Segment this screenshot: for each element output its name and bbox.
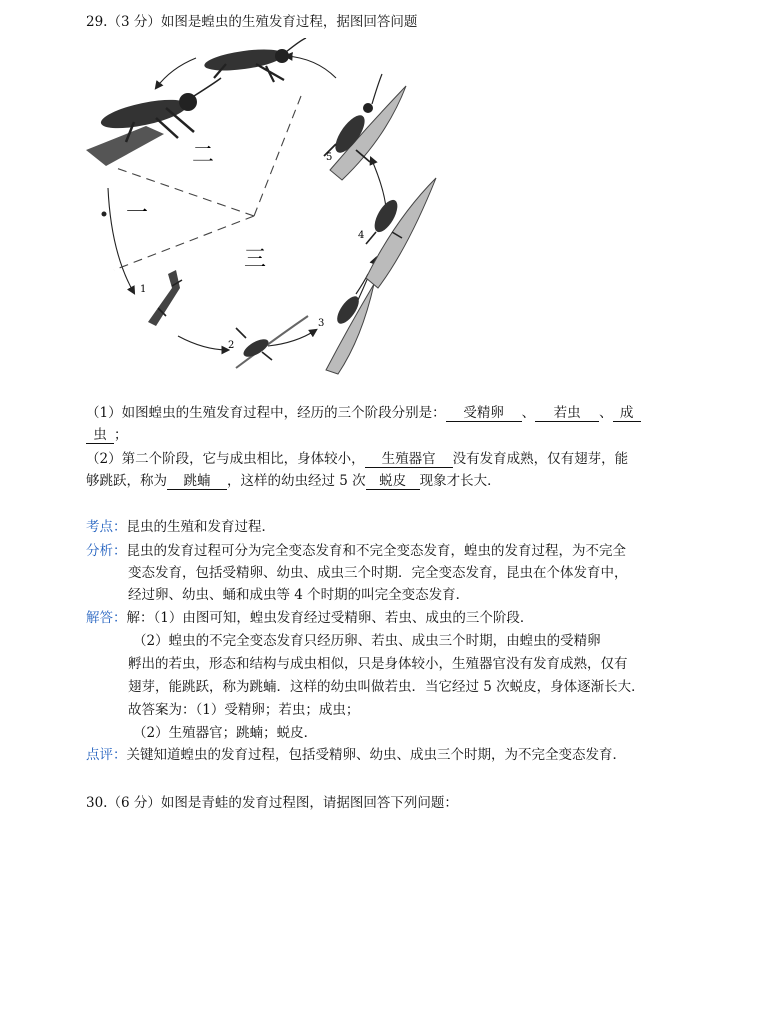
fenxi-text-1: 昆虫的发育过程可分为完全变态发育和不完全变态发育，蝗虫的发育过程，为不完全 xyxy=(126,543,626,559)
grasshopper-lifecycle-figure xyxy=(86,38,446,380)
q29-part1-line2 xyxy=(86,425,128,445)
nymph-number-2: 2 xyxy=(228,340,235,351)
jieda-text-5: 故答案为：（1）受精卵；若虫；成虫； xyxy=(128,702,360,718)
dianping-line xyxy=(86,745,626,765)
q29-part2-line2 xyxy=(86,471,501,491)
nymph-4-on-leaf xyxy=(366,178,436,288)
separator: 、 xyxy=(521,405,536,421)
nymph-number-4: 4 xyxy=(358,230,365,241)
egg-drawing xyxy=(102,212,107,217)
q29-part1-text: （1）如图蝗虫的生殖发育过程中，经历的三个阶段分别是： xyxy=(86,405,446,421)
nymph-1-drawing xyxy=(148,270,182,326)
punctuation: ； xyxy=(114,427,128,443)
jieda-line1 xyxy=(86,608,533,628)
answer-blank-6: 蜕皮 xyxy=(366,473,420,490)
fenxi-line1 xyxy=(86,541,626,561)
kaodian-label: 考点： xyxy=(86,519,127,535)
kaodian-line xyxy=(86,517,275,537)
stage-label-three: 二 xyxy=(192,143,215,168)
adult-grasshopper-top xyxy=(203,38,306,82)
answer-blank-1: 受精卵 xyxy=(446,405,522,422)
q29-part2-line1 xyxy=(86,449,628,469)
dianping-text: 关键知道蝗虫的发育过程，包括受精卵、幼虫、成虫三个时期，为不完全变态发育． xyxy=(126,747,626,763)
jieda-text-2: （2）蝗虫的不完全变态发育只经历卵、若虫、成虫三个时期，由蝗虫的受精卵 xyxy=(133,633,601,649)
fenxi-text-3: 经过卵、幼虫、蛹和成虫等 4 个时期的叫完全变态发育． xyxy=(128,587,470,603)
q30-title: 30.（6 分）如图是青蛙的发育过程图，请据图回答下列问题： xyxy=(86,795,458,811)
stage-label-two: 三 xyxy=(244,247,267,272)
q29-part2-text-c: 够跳跃，称为 xyxy=(86,473,167,489)
answer-blank-3b: 虫 xyxy=(86,427,114,444)
nymph-5-on-leaf xyxy=(324,74,406,180)
separator: 、 xyxy=(599,405,613,421)
q29-part2-text-b: 没有发育成熟，仅有翅芽，能 xyxy=(452,451,629,467)
jieda-text-3: 孵出的若虫，形态和结构与成虫相似，只是身体较小，生殖器官没有发育成熟，仅有 xyxy=(128,656,628,672)
answer-blank-2: 若虫 xyxy=(535,405,599,422)
jieda-text-4: 翅芽，能跳跃，称为跳蝻．这样的幼虫叫做若虫．当它经过 5 次蜕皮，身体逐渐长大． xyxy=(128,679,645,695)
jieda-label: 解答： xyxy=(86,610,127,626)
q29-part1-line1 xyxy=(86,403,641,423)
nymph-3-on-leaf xyxy=(326,274,374,374)
nymph-2-drawing xyxy=(236,316,308,368)
answer-blank-4: 生殖器官 xyxy=(365,451,453,468)
stage-label-one: 一 xyxy=(126,201,149,226)
q29-part2-text-e: 现象才长大． xyxy=(419,473,501,489)
answer-blank-3a: 成 xyxy=(613,405,641,422)
kaodian-text: 昆虫的生殖和发育过程． xyxy=(126,519,275,535)
jieda-text-6: （2）生殖器官；跳蝻；蜕皮． xyxy=(133,725,318,741)
nymph-number-3: 3 xyxy=(318,318,325,329)
nymph-number-5: 5 xyxy=(326,152,333,163)
fenxi-text-2: 变态发育，包括受精卵、幼虫、成虫三个时期．完全变态发育，昆虫在个体发育中， xyxy=(128,565,628,581)
q29-title: 29.（3 分）如图是蝗虫的生殖发育过程，据图回答问题 xyxy=(86,14,418,30)
q29-part2-text-d: ，这样的幼虫经过 5 次 xyxy=(227,473,366,489)
answer-blank-5: 跳蝻 xyxy=(167,473,227,490)
q29-part2-text-a: （2）第二个阶段，它与成虫相比，身体较小， xyxy=(86,451,365,467)
fenxi-label: 分析： xyxy=(86,543,127,559)
nymph-number-1: 1 xyxy=(140,284,147,295)
dianping-label: 点评： xyxy=(86,747,127,763)
jieda-text-1: 解：（1）由图可知，蝗虫发育经过受精卵、若虫、成虫的三个阶段． xyxy=(126,610,534,626)
